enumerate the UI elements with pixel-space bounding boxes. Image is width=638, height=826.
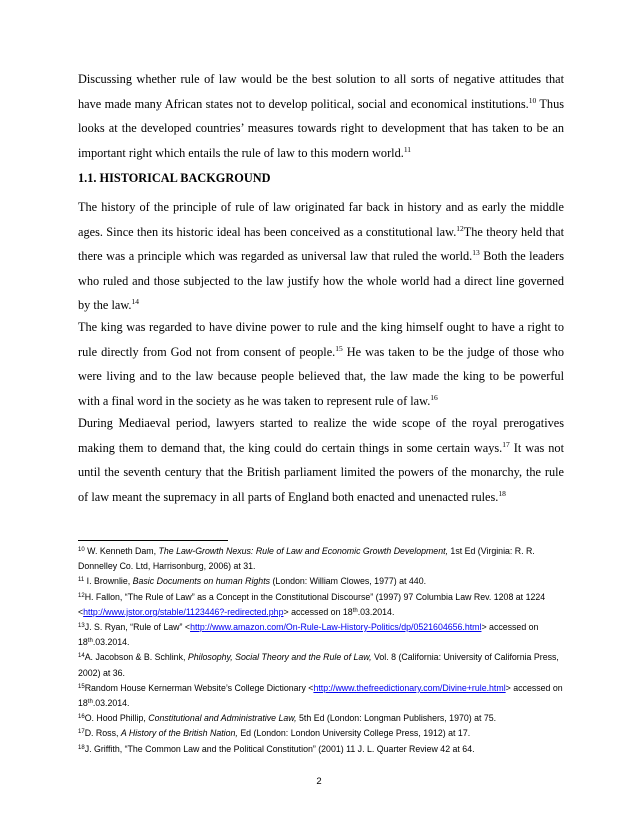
footnote-ref[interactable]: 14 — [131, 297, 139, 306]
footnote-separator — [78, 540, 228, 541]
footnote-text: H. Fallon, “The Rule of Law” as a Concept in the Constitutional Discourse” (1997) 97 Columbia Law Rev. 1208 at 1224 < — [78, 591, 546, 617]
ordinal-suffix: th — [87, 638, 93, 645]
paragraph-text: During Mediaeval period, lawyers started to realize the wide scope of the royal prerogatives making them to demand that, the king could do certain things in some certain ways. — [78, 416, 564, 455]
footnote-ref[interactable]: 16 — [430, 392, 438, 402]
paragraph-text: He was taken to be the judge of those who were living and to the law because people believed that, the law made the king to be powerful with a final word in the society as he was taken to represent rule of law. — [78, 344, 564, 408]
footnote-text: I. Brownlie, — [84, 576, 133, 587]
intro-paragraph — [78, 67, 564, 165]
footnote-title: The Law-Growth Nexus: Rule of Law and Economic Growth Development, — [158, 546, 448, 556]
paragraph-text: The history of the principle of rule of law originated far back in history and as early the middle ages. Since then its historic ideal has been conceived as a constitutional law. — [78, 200, 564, 239]
paragraph-text: Both the leaders who ruled and those subjected to the law justify how the whole world had a direct line governed by the law. — [78, 249, 564, 312]
footnote-title: Constitutional and Administrative Law, — [148, 713, 297, 724]
footnote-link[interactable]: http://www.jstor.org/stable/1123446?-redirected.php — [83, 606, 284, 617]
section-heading: 1.1. HISTORICAL BACKGROUND — [78, 171, 271, 185]
footnote-ref[interactable]: 11 — [403, 144, 412, 154]
footnote-number: 14 — [78, 653, 85, 660]
footnote-16 — [78, 711, 564, 726]
footnote-text: J. S. Ryan, “Rule of Law” < — [84, 622, 191, 633]
footnote-title: Philosophy, Social Theory and the Rule of Law, — [187, 652, 372, 663]
king-paragraph — [78, 315, 564, 413]
footnote-text: > accessed on 18 — [283, 606, 353, 617]
footnote-18 — [78, 742, 564, 757]
footnote-10 — [78, 544, 564, 574]
footnote-title: A History of the British Nation, — [120, 728, 238, 739]
footnote-text: Random House Kernerman Website’s College Dictionary < — [84, 682, 314, 693]
page-number: 2 — [316, 776, 322, 787]
paragraph-text: Discussing whether rule of law would be the best solution to all sorts of negative attitudes that have made many African states not to develop political, social and economical institutions. — [78, 72, 564, 111]
ordinal-suffix: th — [352, 607, 358, 614]
footnote-ref[interactable]: 13 — [472, 248, 480, 257]
footnote-number: 17 — [78, 729, 85, 736]
footnote-text: (London: William Clowes, 1977) at 440. — [270, 576, 427, 587]
footnote-number: 13 — [78, 623, 85, 630]
footnote-number: 16 — [78, 714, 85, 721]
footnote-ref[interactable]: 10 — [528, 95, 537, 105]
footnote-number: 10 — [78, 547, 85, 553]
footnote-title: Basic Documents on human Rights — [132, 576, 271, 587]
footnote-text: 5th Ed (London: Longman Publishers, 1970) at 75. — [296, 713, 497, 724]
footnote-ref[interactable]: 18 — [498, 488, 506, 498]
footnote-number: 12 — [78, 592, 85, 599]
footnote-text: .03.2014. — [92, 698, 130, 709]
paragraph-text: The king was regarded to have divine power to rule and the king himself ought to have a right to rule directly from God not from consent of people. — [78, 320, 564, 359]
footnote-text: > accessed on 18 — [78, 682, 563, 709]
footnote-text: Vol. 8 (California: University of California Press, 2002) at 36. — [78, 652, 559, 678]
footnote-12 — [78, 590, 564, 620]
footnote-text: .03.2014. — [92, 637, 130, 648]
footnote-text: 1st Ed (Virginia: R. R. Donnelley Co. Ltd, Harrisonburg, 2006) at 31. — [78, 546, 535, 572]
paragraph-text: Thus looks at the developed countries’ measures towards right to development that has taken to be an important right which entails the rule of law to this modern world. — [78, 96, 565, 160]
footnote-15 — [78, 681, 564, 711]
footnotes — [78, 544, 564, 757]
footnote-17 — [78, 726, 564, 741]
footnote-text: Ed (London: London University College Press, 1912) at 17. — [237, 728, 471, 739]
footnote-text: A. Jacobson & B. Schlink, — [84, 652, 188, 663]
footnote-text: J. Griffith, “The Common Law and the Political Constitution” (2001) 11 J. L. Quarter Review 42 at 64. — [84, 743, 475, 754]
footnote-text: O. Hood Phillip, — [84, 713, 149, 724]
ordinal-suffix: th — [87, 699, 93, 706]
footnote-14 — [78, 650, 564, 680]
footnote-13 — [78, 620, 564, 650]
footnote-link[interactable]: http://www.thefreedictionary.com/Divine+rule.html — [313, 682, 506, 693]
footnote-text: D. Ross, — [84, 728, 121, 739]
paragraph-text: The theory held that there was a principle which was regarded as universal law that ruled the world. — [78, 224, 564, 263]
footnote-text: W. Kenneth Dam, — [84, 546, 159, 556]
footnote-number: 15 — [78, 683, 85, 690]
history-paragraph — [78, 195, 564, 318]
footnote-ref[interactable]: 17 — [502, 439, 510, 449]
footnote-ref[interactable]: 15 — [335, 343, 343, 353]
footnote-text: .03.2014. — [357, 606, 395, 617]
footnote-ref[interactable]: 12 — [456, 223, 464, 233]
footnote-link[interactable]: http://www.amazon.com/On-Rule-Law-History-Politics/dp/0521604656.html — [190, 622, 482, 633]
mediaeval-paragraph — [78, 411, 564, 509]
footnote-text: > accessed on 18 — [78, 622, 539, 648]
footnote-11 — [78, 574, 564, 589]
footnote-number: 18 — [78, 744, 85, 751]
footnote-number: 11 — [78, 577, 85, 584]
paragraph-text: It was not until the seventh century that the British parliament limited the powers of the monarchy, the rule of law meant the supremacy in all parts of England both enacted and unenacted rules. — [78, 440, 564, 504]
